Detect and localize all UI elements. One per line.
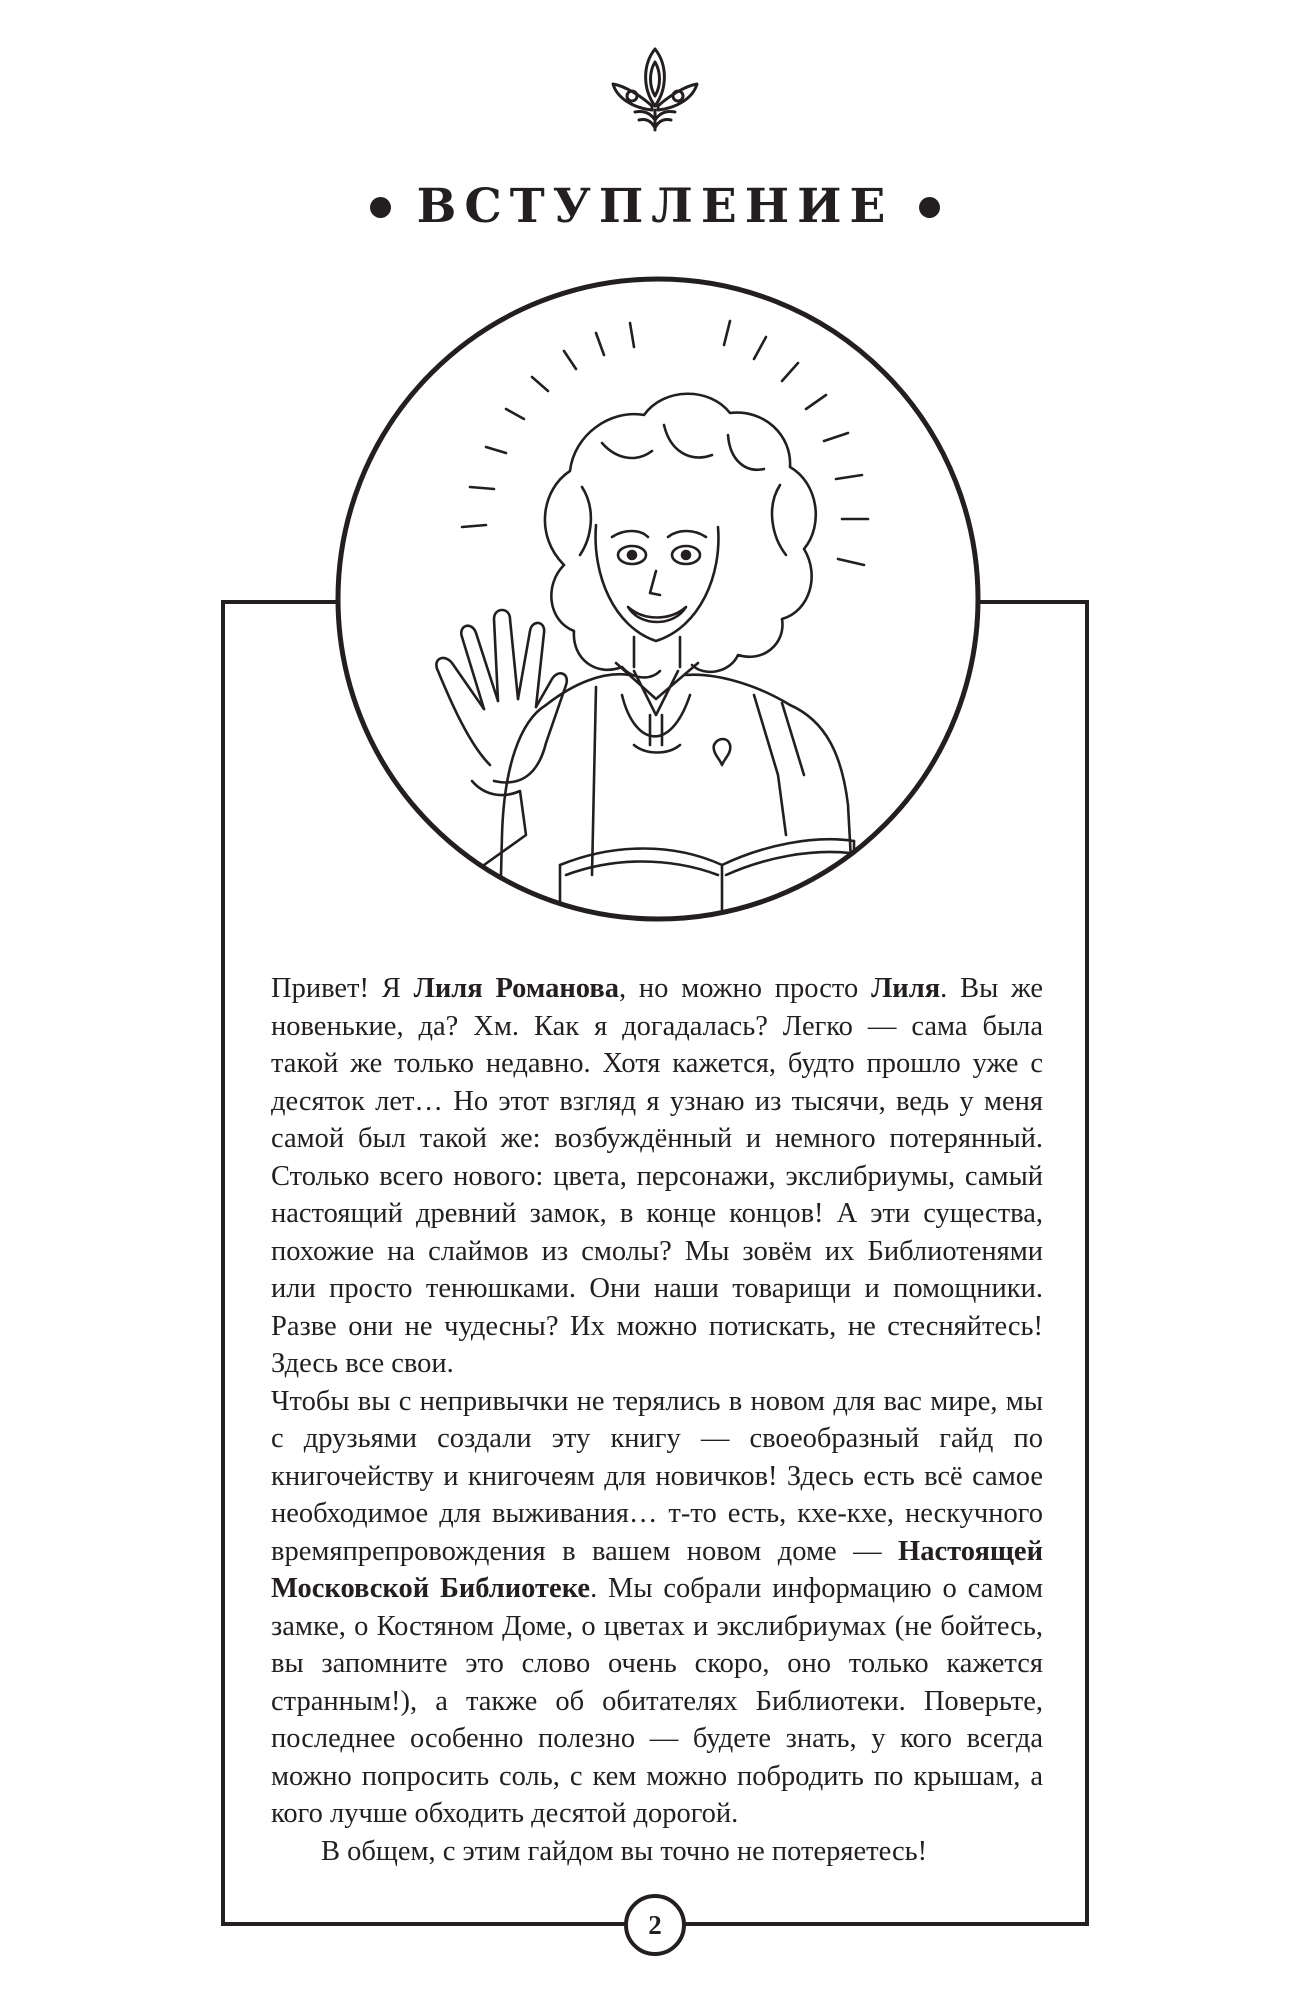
paragraph-closing: В общем, с этим гайдом вы точно не потеряетесь! (321, 1835, 928, 1867)
character-name: Лиля Романова (413, 973, 619, 1004)
library-name: Настоящей Московской Библиотеке (271, 1535, 1043, 1604)
chapter-heading (0, 172, 1310, 242)
paragraph: Чтобы вы с непривычки не терялись в новом для вас мире, мы с друзьями создали эту книгу — своеобразный гайд по книгочейству и книгочеям для новичков! Здесь есть всё самое необходимое для выживания… т-то есть, кхе-кхе, нескучного времяпрепровождения в вашем новом доме — Настоящей Московской Библиотеке. Мы собрали информацию о самом замке, о Костяном Доме, о цветах и экслибриумах (не бойтесь, вы запомните это слово очень скоро, оно только кажется странным!), а также об обитателях Библиотеки. Поверьте, последнее особенно полезно — будете знать, у кого всегда можно попросить соль, с кем можно побродить по крышам, а кого лучше обходить десятой дорогой. (271, 1385, 1044, 1829)
intro-text (271, 970, 1043, 1870)
lily-flower-icon (605, 46, 705, 134)
girl-with-book-portrait (334, 275, 982, 923)
page-number: 2 (624, 1894, 686, 1956)
bullet-dot-left (370, 197, 391, 218)
bullet-dot-right (919, 197, 940, 218)
character-nickname: Лиля (871, 973, 941, 1004)
chapter-title: ВСТУПЛЕНИЕ (416, 179, 894, 234)
paragraph: Привет! Я Лиля Романова, но можно просто Лиля. Вы же новенькие, да? Хм. Как я догадалась? Легко — сама была такой же только недавно. Хотя кажется, будто прошло уже с десяток лет… Но этот взгляд я узнаю из тысячи, ведь у меня самой был такой же: возбуждённый и немного потерянный. Столько всего нового: цвета, персонажи, экслибриумы, самый настоящий древний замок, в конце концов! А эти существа, похожие на слаймов из смолы? Мы зовём их Библиотенями или просто тенюшками. Они наши товарищи и помощники. Разве они не чудесны? Их можно потискать, не стесняйтесь! Здесь все свои. (271, 973, 1044, 1379)
